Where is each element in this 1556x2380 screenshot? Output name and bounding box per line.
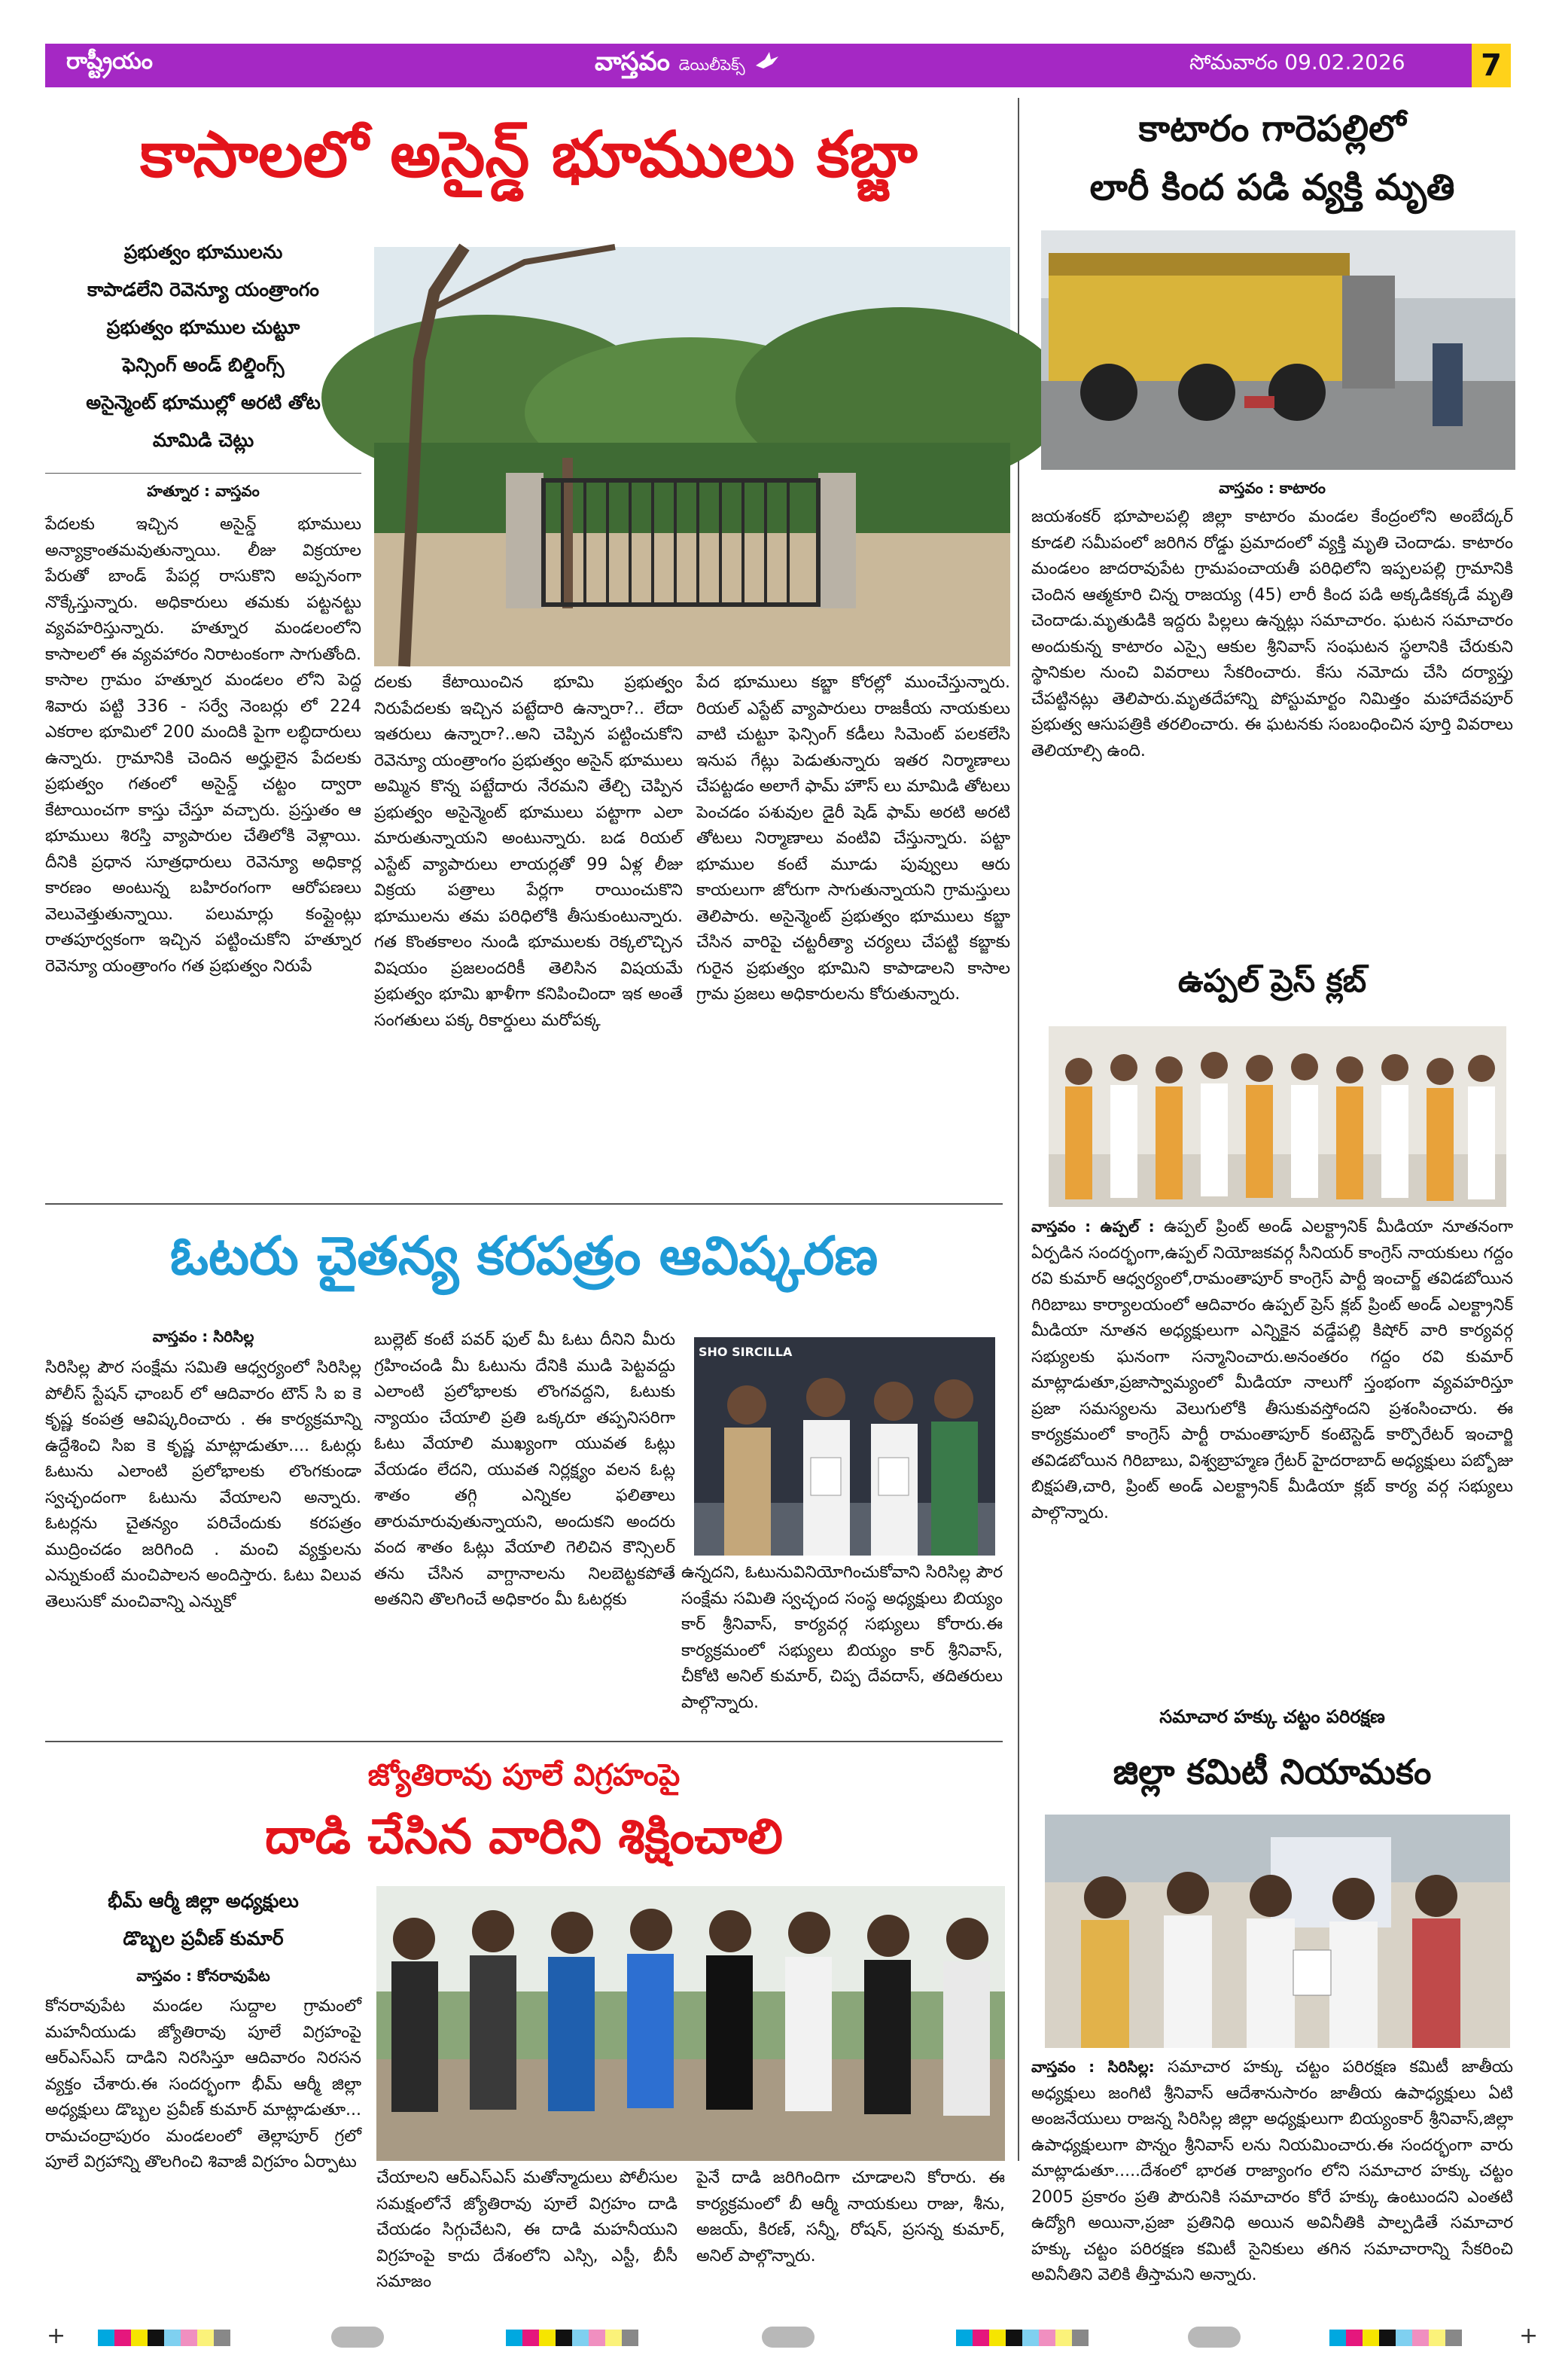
story6-kicker: సమాచార హక్కు చట్టం పరిరక్షణ bbox=[1159, 1706, 1385, 1727]
story6-headline: జిల్లా కమిటీ నియామకం bbox=[1113, 1751, 1432, 1792]
story1-subheads bbox=[45, 233, 361, 459]
story5-col1: కోనరావుపేట మండల సుద్దాల గ్రామంలో మహనీయుడు జ్యోతిరావు పూలే విగ్రహంపై ఆర్ఎస్ఎస్ దాడిని నిరసిస్తూ ఆదివారం నిరసన వ్యక్తం చేశారు.ఈ సందర్భంగా భీమ్ ఆర్మీ జిల్లా అధ్యక్షులు డొబ్బల ప్రవీణ్ కుమార్ మాట్లాడుతూ... రామచంద్రాపురం మండలంలో తెల్లాపూర్ గ్రలో పూలే విగ్రహాన్ని తొలగించి శివాజీ విగ్రహం ఏర్పాటు bbox=[45, 1997, 361, 2171]
story5-subheads bbox=[45, 1882, 361, 1958]
story3-text: ఉప్పల్ ప్రింట్ అండ్ ఎలక్ట్రానిక్ మీడియా నూతనంగా ఏర్పడిన సందర్భంగా,ఉప్పల్ నియోజకవర్గ సీనియర్ కాంగ్రెస్ నాయకులు గద్దం రవి కుమార్ ఆధ్వర్యంలో,రామంతాపూర్ కాంగ్రెస్ పార్టీ ఇంచార్జ్ తవిడబోయిన గిరిబాబు కార్యాలయంలో ఆదివారం ఉప్పల్ ప్రెస్ క్లబ్ ప్రింట్ అండ్ ఎలక్ట్రానిక్ మీడియా నూతన అధ్యక్షులుగా ఎన్నికైన వడ్డేపల్లి కిషోర్ వారి కార్యవర్గ సభ్యులకు ఘనంగా సన్మానించారు.అనంతరం గద్దం రవి కుమార్ మాట్లాడుతూ,ప్రజాస్వామ్యంలో మీడియా నాలుగో స్తంభంగా వ్యవహరిస్తూ ప్రజా సమస్యలను వెలుగులోకి తీసుకువస్తోందని ప్రశంసించారు. ఈ కార్యక్రమంలో కాంగ్రెస్ పార్టీ రామంతాపూర్ కంటెస్టెడ్ కార్పొరేటర్ ఇంచార్జి తవిడబోయిన గిరిబాబు, విశ్వబ్రాహ్మణ గ్రేటర్ హైదరాబాద్ అధ్యక్షులు పబ్బోజు బిక్షపతి,చారి, ప్రింట్ అండ్ ఎలక్ట్రానిక్ మీడియా క్లబ్ కార్య వర్గ సభ్యులు పాల్గొన్నారు. bbox=[1031, 1217, 1513, 1522]
story3-body bbox=[1031, 1214, 1513, 1658]
registration-cross: + bbox=[47, 2323, 66, 2349]
gray-patch bbox=[1188, 2327, 1241, 2348]
subhead-rule bbox=[45, 473, 361, 474]
dove-icon bbox=[754, 48, 780, 78]
headline-line: కాటారం గారెపల్లిలో bbox=[1138, 108, 1406, 150]
story5-kicker: జ్యోతిరావు పూలే విగ్రహంపై bbox=[367, 1758, 681, 1793]
color-bar bbox=[1329, 2330, 1462, 2346]
issue-date: సోమవారం 09.02.2026 bbox=[1189, 50, 1405, 75]
color-bar bbox=[506, 2330, 638, 2346]
headline-line: ఉప్పల్ ప్రెస్ క్లబ్ bbox=[1177, 962, 1367, 999]
section-divider bbox=[45, 1203, 1003, 1205]
page-number: 7 bbox=[1472, 44, 1511, 87]
story4-dateline: వాస్తవం : సిరిసిల్ల bbox=[152, 1327, 254, 1345]
story4-col3: ఉన్నదని, ఓటునువినియోగించుకోవాని సిరిసిల్ల పౌర సంక్షేమ సమితి స్వచ్ఛంద సంస్థ అధ్యక్షులు బియ్యం కార్ శ్రీనివాస్, కార్యవర్గ సభ్యులు కోరారు.ఈ కార్యక్రమంలో సభ్యులు బియ్యం కార్ శ్రీనివాస్, చీకోటి అనిల్ కుమార్, చిప్ప దేవదాస్, తదితరులు పాల్గొన్నారు. bbox=[681, 1563, 1003, 1712]
story5-photo bbox=[376, 1886, 1005, 2161]
story2-dateline: వాస్తవం : కాటారం bbox=[1219, 479, 1326, 497]
story1-col2: దలకు కేటాయించిన భూమి ప్రభుత్వం నిరుపేదలకు ఇచ్చిన పట్టేదారి ఉన్నారా?.. లేదా ఇతరులు ఉన్నారా?..అని చెప్పిన పట్టించుకోని రెవెన్యూ యంత్రాంగం ప్రభుత్వం అసైన్ భూములు అమ్మిన కొన్న పట్టేదారు నేరమని తేల్చి చెప్పిన ప్రభుత్వం అసైన్మెంట్ భూములు పట్టాగా ఎలా మారుతున్నాయని అంటున్నారు. బడ రియల్ ఎస్టేట్ వ్యాపారులు లాయర్లతో 99 ఏళ్ల లీజు విక్రయ పత్రాలు పేర్లగా రాయించుకొని భూములను తమ పరిధిలోకి తీసుకుంటున్నారు. గత కొంతకాలం నుండి భూములకు రెక్కలొచ్చిన విషయం ప్రజలందరికీ తెలిసిన విషయమే ప్రభుత్వం భూమి ఖాళీగా కనిపించిందా ఇక అంతే సంగతులు పక్క రికార్డులు మరోపక్క bbox=[374, 673, 683, 1030]
gray-patch bbox=[331, 2327, 384, 2348]
subhead: ప్రభుత్వం భూములను bbox=[123, 241, 283, 263]
story3-photo bbox=[1049, 1026, 1506, 1207]
story5-col3: పైనే దాడి జరిగిందిగా చూడాలని కోరారు. ఈ కార్యక్రమంలో బీ ఆర్మీ నాయకులు రాజు, శీను, అజయ్, కిరణ్, సన్నీ, రోషన్, ప్రసన్న కుమార్, అనిల్ పాల్గొన్నారు. bbox=[696, 2168, 1005, 2266]
subhead: ఫెన్సింగ్ అండ్ బిల్డింగ్స్ bbox=[122, 354, 285, 376]
subhead: అసైన్మెంట్ భూముల్లో అరటి తోట bbox=[86, 392, 321, 413]
subhead: భీమ్ ఆర్మీ జిల్లా అధ్యక్షులు bbox=[108, 1890, 299, 1912]
story4-col2: బుల్లెట్ కంటే పవర్ ఫుల్ మీ ఓటు దీనిని మీరు గ్రహించండి మీ ఓటును దేనికి ముడి పెట్టవద్దు ఎలాంటి ప్రలోభాలకు లొంగవద్దని, ఓటుకు న్యాయం చేయాలి ప్రతి ఒక్కరూ తప్పనిసరిగా ఓటు వేయాలి ముఖ్యంగా యువత ఓట్లు వేయడం లేదని, యువత నిర్లక్ష్యం వలన ఓట్ల శాతం తగ్గి ఎన్నికల ఫలితాలు తారుమారువుతున్నాయని, అందుకని అందరు వంద శాతం ఓట్లు వేయాలి గెలిచిన కౌన్సిలర్ తను చేసిన వాగ్దానాలను నిలబెట్టకపోతే అతనిని తొలగించే అధికారం మీ ఓటర్లకు bbox=[374, 1330, 675, 1609]
subhead: మామిడి చెట్లు bbox=[152, 429, 254, 451]
story1-photo bbox=[374, 247, 1010, 666]
story5-headline: దాడి చేసిన వారిని శిక్షించాలి bbox=[265, 1809, 783, 1865]
subhead: డొబ్బల ప్రవీణ్ కుమార్ bbox=[123, 1927, 284, 1949]
story6-body bbox=[1031, 2054, 1513, 2370]
story3-dateline: వాస్తవం : ఉప్పల్ : bbox=[1031, 1217, 1155, 1236]
story4-photo bbox=[694, 1337, 995, 1556]
subhead: కాపాడలేని రెవెన్యూ యంత్రాంగం bbox=[87, 279, 319, 300]
story5-col2: చేయాలని ఆర్ఎస్ఎస్ మతోన్మాదులు పోలీసుల సమక్షంలోనే జ్యోతిరావు పూలే విగ్రహం దాడి చేయడం సిగ్గుచేటని, ఈ దాడి మహనీయుని విగ్రహంపై కాదు దేశంలోని ఎస్సి, ఎస్టీ, బీసీ సమాజం bbox=[376, 2168, 678, 2291]
color-bar bbox=[956, 2330, 1089, 2346]
story4-col1: సిరిసిల్ల పౌర సంక్షేమ సమితి ఆధ్వర్యంలో సిరిసిల్ల పోలీస్ స్టేషన్ ఛాంబర్ లో ఆదివారం టౌన్ సి ఐ కె కృష్ణ కంపత్ర ఆవిష్కరించారు . ఈ కార్యక్రమాన్ని ఉద్దేశించి సిఐ కె కృష్ణ మాట్లాడుతూ.... ఓటర్లు ఓటును ఎలాంటి ప్రలోభాలకు లొంగకుండా స్వచ్ఛందంగా ఓటును వేయాలని అన్నారు. ఓటర్లను చైతన్యం పరిచేందుకు కరపత్రం ముద్రించడం జరిగింది . మంచి వ్యక్తులను ఎన్నుకుంటే మంచిపాలన అందిస్తారు. ఓటు విలువ తెలుసుకో మంచివాన్ని ఎన్నుకో bbox=[45, 1358, 361, 1611]
masthead bbox=[595, 47, 780, 83]
story6-photo bbox=[1045, 1815, 1510, 2048]
registration-cross: + bbox=[1519, 2323, 1539, 2349]
gray-patch bbox=[762, 2327, 815, 2348]
section-divider bbox=[45, 1741, 1003, 1742]
story6-text: సమాచార హక్కు చట్టం పరిరక్షణ కమిటీ జాతీయ అధ్యక్షులు జంగిటి శ్రీనివాస్ ఆదేశానుసారం జాతీయ ఉపాధ్యక్షులు ఏటి అంజనేయులు రాజన్న సిరిసిల్ల జిల్లా అధ్యక్షులుగా బియ్యంకార్ శ్రీనివాస్,జిల్లా ఉపాధ్యక్షులుగా పొన్నం శ్రీనివాస్ లను నియమించారు.ఈ సందర్భంగా వారు మాట్లాడుతూ.....దేశంలో భారత రాజ్యాంగం లోని సమాచార హక్కు చట్టం 2005 ప్రకారం ప్రతి పౌరునికి సమాచారం కోరే హక్కు ఉంటుందని ఎంతటి ఉద్యోగి అయినా,ప్రజా ప్రతినిధి అయిన అవినీతికి పాల్పడితే సమాచార హక్కు చట్టం పరిరక్షణ కమిటీ సైనికులు తగిన సమాచారాన్ని సేకరించి అవినీతిని వెలికి తీస్తామని అన్నారు. bbox=[1031, 2058, 1513, 2284]
paper-name: వాస్తవం bbox=[595, 47, 670, 77]
story2-photo bbox=[1041, 230, 1515, 470]
story2-headline bbox=[1031, 99, 1513, 217]
photo-sign-text: SHO SIRCILLA bbox=[699, 1345, 793, 1359]
edition-name: డెయిలీపెక్స్ bbox=[678, 56, 745, 74]
story5-dateline: వాస్తవం : కోనరావుపేట bbox=[136, 1967, 270, 1985]
story1-dateline: హత్నూర : వాస్తవం bbox=[147, 482, 260, 500]
story4-headline: ఓటరు చైతన్య కరపత్రం ఆవిష్కరణ bbox=[169, 1225, 878, 1287]
color-bar bbox=[98, 2330, 230, 2346]
section-name: రాష్ట్రీయం bbox=[66, 48, 153, 75]
story1-col1: పేదలకు ఇచ్చిన అసైన్డ్ భూములు అన్యాక్రాంతమవుతున్నాయి. లీజు విక్రయాల పేరుతో బాండ్ పేపర్ల రాసుకొని అప్పనంగా నొక్కేస్తున్నారు. అధికారులు తమకు పట్టనట్టు వ్యవహరిస్తున్నారు. హత్నూర మండలంలోని కాసాలలో ఈ వ్యవహారం నిరాటంకంగా సాగుతోంది. కాసాల గ్రామం హత్నూర మండలం లోని పెద్ద శివారు పట్టి 336 - సర్వే నెంబర్లు లో 224 ఎకరాల భూమిలో 200 మందికి పైగా లబ్ధిదారులు ఉన్నారు. గ్రామానికి చెందిన అర్హులైన పేదలకు ప్రభుత్వం గతంలో అసైన్డ్ చట్టం ద్వారా కేటాయించగా కాస్తు చేస్తూ వచ్చారు. ప్రస్తుతం ఆ భూములు శిరస్తి వ్యాపారుల చేతిలోకి వెళ్లాయి. దీనికి ప్రధాన సూత్రధారులు రెవెన్యూ అధికార్ల కారణం అంటున్న బహిరంగంగా ఆరోపణలు వెలువెత్తుతున్నాయి. పలుమార్లు కంప్లైంట్లు రాతపూర్వకంగా ఇచ్చిన పట్టించుకోని హత్నూర రెవెన్యూ యంత్రాంగం గత ప్రభుత్వం నిరుపే bbox=[45, 515, 361, 976]
story1-col3: పేద భూములు కబ్జా కోరల్లో ముంచేస్తున్నారు. రియల్ ఎస్టేట్ వ్యాపారులు రాజకీయ నాయకులు వాటి చుట్టూ ఫెన్సింగ్ కడీలు సిమెంట్ పలకలేసి ఇనుప గేట్లు పెడుతున్నారు ఇతర నిర్మాణాలు చేపట్టడం అలాగే ఫామ్ హౌస్ లు మామిడి తోటలు పెంచడం పశువుల డైరీ షెడ్ ఫామ్ అరటి అరటి తోటలు నిర్మాణాలు వంటివి చేస్తున్నారు. పట్టా భూముల కంటే మూడు పువ్వులు ఆరు కాయలుగా జోరుగా సాగుతున్నాయని గ్రామస్తులు తెలిపారు. అసైన్మెంట్ ప్రభుత్వం భూములు కబ్జా చేసిన వారిపై చట్టరీత్యా చర్యలు చేపట్టి కబ్జాకు గురైన ప్రభుత్వం భూమిని కాపాడాలని కాసాల గ్రామ ప్రజలు అధికారులను కోరుతున్నారు. bbox=[696, 673, 1010, 1004]
story1-headline: కాసాలలో అసైన్డ్ భూములు కబ్జా bbox=[140, 117, 918, 191]
subhead: ప్రభుత్వం భూముల చుట్టూ bbox=[106, 316, 300, 338]
story2-body: జయశంకర్ భూపాలపల్లి జిల్లా కాటారం మండల కేంద్రంలోని అంబేద్కర్ కూడలి సమీపంలో జరిగిన రోడ్డు ప్రమాదంలో వ్యక్తి మృతి చెందాడు. కాటారం మండలం జాదరావుపేట గ్రామపంచాయతీ పరిధిలోని ఇప్పలపల్లి గ్రామానికి చెందిన ఆత్మకూరి చిన్న రాజయ్య (45) లారీ కింద పడి అక్కడికక్కడే మృతి చెందాడు.మృతుడికి ఇద్దరు పిల్లలు ఉన్నట్లు సమాచారం. ఘటన సమాచారం అందుకున్న కాటారం ఎస్సై ఆకుల శ్రీనివాస్ సంఘటన స్థలానికి చేరుకుని స్థానికుల నుంచి వివరాలు సేకరించారు. కేసు నమోదు చేసి దర్యాప్తు చేపట్టినట్లు తెలిపారు.మృతదేహాన్ని పోస్టుమార్టం నిమిత్తం మహాదేవపూర్ ప్రభుత్వ ఆసుపత్రికి తరలించారు. ఈ ఘటనకు సంబంధించిన పూర్తి వివరాలు తెలియాల్సి ఉంది. bbox=[1031, 507, 1513, 760]
story6-dateline: వాస్తవం : సిరిసిల్ల: bbox=[1031, 2058, 1155, 2076]
headline-line: లారీ కింద పడి వ్యక్తి మృతి bbox=[1089, 166, 1455, 209]
